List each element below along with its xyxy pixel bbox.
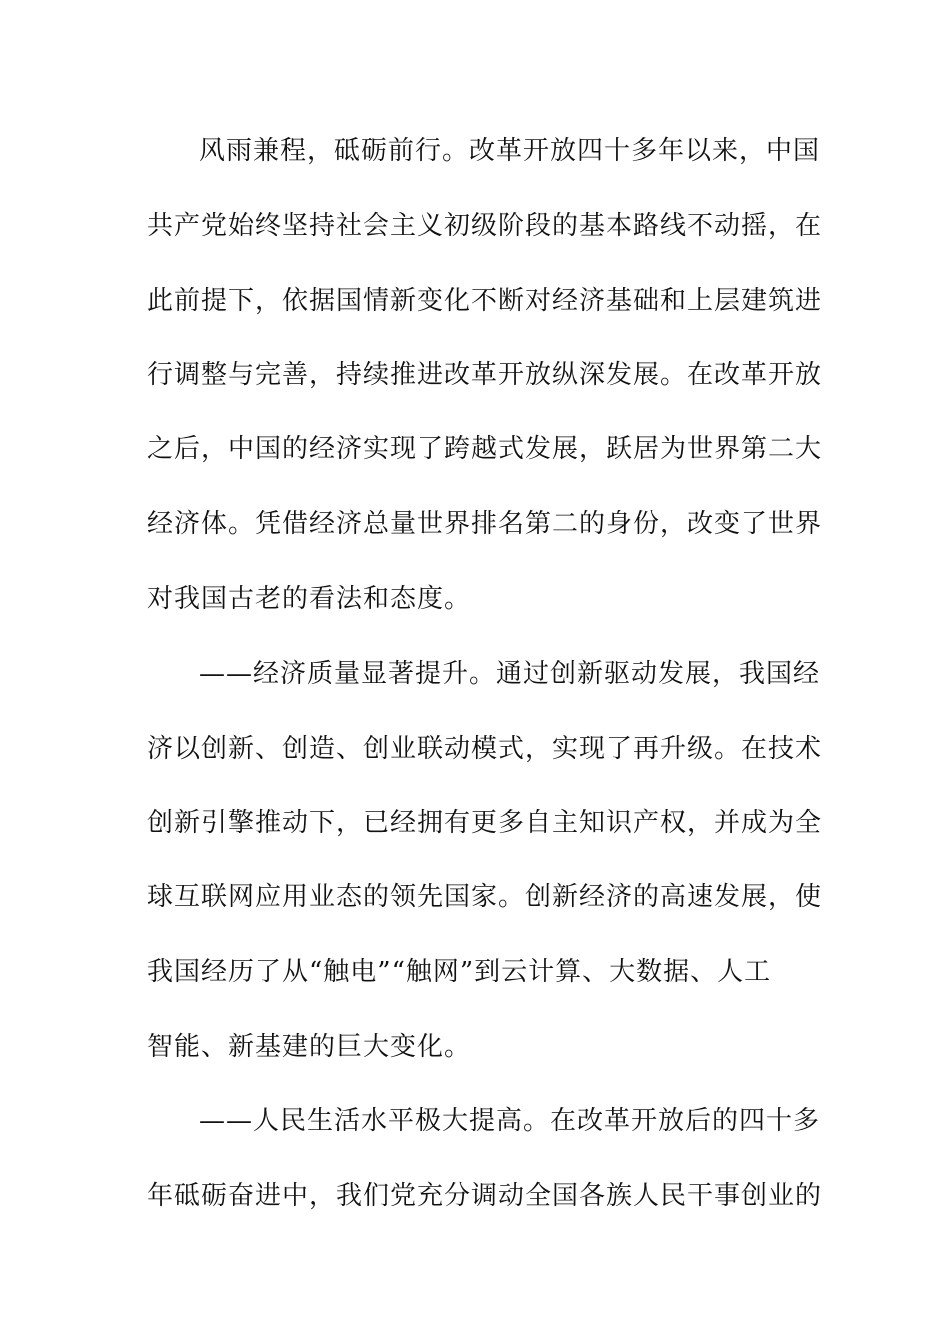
text-line: 之后，中国的经济实现了跨越式发展，跃居为世界第二大 <box>147 434 823 464</box>
text-line: 球互联网应用业态的领先国家。创新经济的高速发展，使 <box>147 882 823 912</box>
text-line: ——经济质量显著提升。通过创新驱动发展，我国经 <box>199 659 821 689</box>
text-line: 风雨兼程，砥砺前行。改革开放四十多年以来，中国 <box>199 136 821 166</box>
text-line: 此前提下，依据国情新变化不断对经济基础和上层建筑进 <box>147 286 823 316</box>
text-line: 创新引擎推动下，已经拥有更多自主知识产权，并成为全 <box>147 808 823 838</box>
text-line: 智能、新基建的巨大变化。 <box>147 1032 472 1062</box>
text-line: 对我国古老的看法和态度。 <box>147 584 472 614</box>
text-line: 济以创新、创造、创业联动模式，实现了再升级。在技术 <box>147 734 823 764</box>
text-line: 行调整与完善，持续推进改革开放纵深发展。在改革开放 <box>147 360 823 390</box>
text-line: ——人民生活水平极大提高。在改革开放后的四十多 <box>199 1106 821 1136</box>
text-line: 经济体。凭借经济总量世界排名第二的身份，改变了世界 <box>147 509 823 539</box>
text-line: 我国经历了从“触电”“触网”到云计算、大数据、人工 <box>147 957 772 987</box>
text-line: 年砥砺奋进中，我们党充分调动全国各族人民干事创业的 <box>147 1181 823 1211</box>
text-line: 共产党始终坚持社会主义初级阶段的基本路线不动摇，在 <box>147 211 823 241</box>
